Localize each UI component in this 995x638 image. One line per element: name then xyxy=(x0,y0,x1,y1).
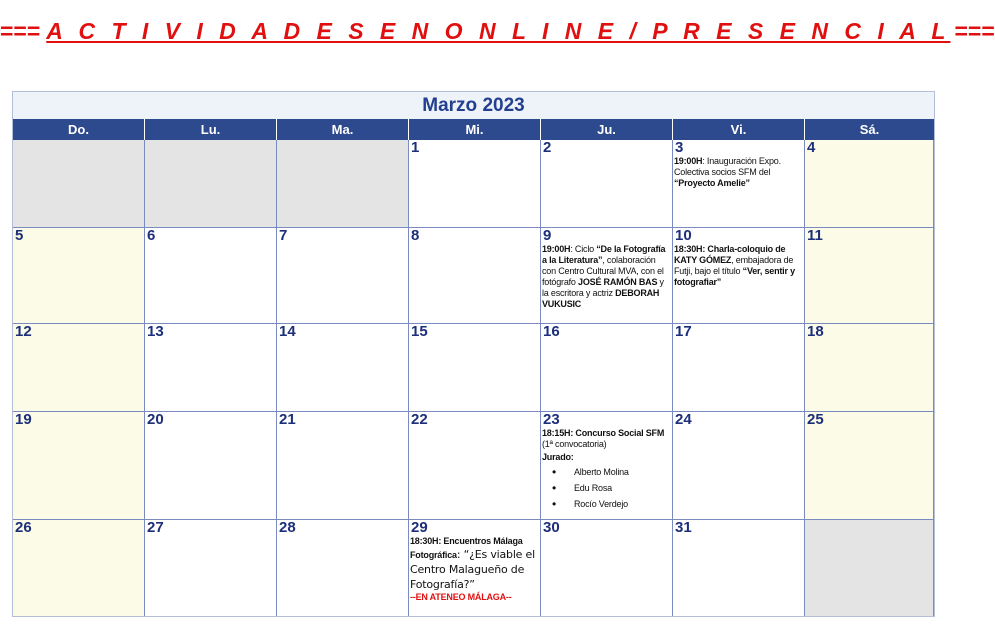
day-number: 4 xyxy=(807,139,816,156)
event-time: 18:30H xyxy=(674,244,703,254)
day-number: 6 xyxy=(147,227,156,244)
day-cell xyxy=(541,324,673,412)
day-number: 18 xyxy=(807,323,824,340)
day-cell xyxy=(673,412,805,520)
jury-member: • Alberto Molina xyxy=(574,464,670,480)
day-cell xyxy=(541,520,673,616)
day-number: 17 xyxy=(675,323,692,340)
title-suffix: === xyxy=(954,18,995,44)
event-text: : Inauguración Expo. Colectiva socios SFM del xyxy=(674,156,781,177)
day-number: 10 xyxy=(675,227,692,244)
day-number: 13 xyxy=(147,323,164,340)
day-cell xyxy=(145,520,277,616)
day-cell-empty xyxy=(277,140,409,228)
day-number: 31 xyxy=(675,519,692,536)
day-cell xyxy=(805,412,934,520)
month-label: Marzo 2023 xyxy=(422,95,525,116)
day-number: 21 xyxy=(279,411,296,428)
calendar xyxy=(12,91,935,617)
day-number: 12 xyxy=(15,323,32,340)
day-number: 7 xyxy=(279,227,288,244)
day-cell xyxy=(541,140,673,228)
event-time: 18:30H xyxy=(410,536,439,546)
weekday-fri: Vi. xyxy=(673,119,804,140)
event-text: , colaboración con Centro Cultural MVA, con el fotógrafo xyxy=(542,255,664,287)
day-number: 15 xyxy=(411,323,428,340)
title-prefix: === xyxy=(0,18,41,44)
day-cell xyxy=(277,412,409,520)
day-cell xyxy=(805,324,934,412)
weekday-sun: Do. xyxy=(13,119,144,140)
day-number: 9 xyxy=(543,227,552,244)
day-cell xyxy=(13,520,145,616)
page-title xyxy=(0,18,995,45)
day-cell xyxy=(13,228,145,324)
event-title: : Encuentros Málaga Fotográfica xyxy=(410,536,523,560)
day-cell-empty xyxy=(13,140,145,228)
day-cell xyxy=(805,140,934,228)
weekday-thu: Ju. xyxy=(541,119,672,140)
day-number: 23 xyxy=(543,411,560,428)
event-person: DEBORAH VUKUSIC xyxy=(542,288,660,309)
day-number: 14 xyxy=(279,323,296,340)
weekday-wed: Mi. xyxy=(409,119,540,140)
weekday-sat: Sá. xyxy=(805,119,934,140)
day-cell xyxy=(277,228,409,324)
day-cell xyxy=(673,324,805,412)
day-cell xyxy=(13,412,145,520)
event-text: (1ª convocatoria) xyxy=(542,439,607,449)
day-cell xyxy=(277,324,409,412)
month-header xyxy=(13,92,934,119)
day-number: 16 xyxy=(543,323,560,340)
day-number: 11 xyxy=(807,227,823,244)
day-cell xyxy=(409,520,541,616)
event-text: , embajadora de Futji, bajo el título xyxy=(674,255,794,276)
day-number: 1 xyxy=(411,139,420,156)
event-title: “Ver, sentir y fotografiar” xyxy=(674,266,795,287)
day-number: 25 xyxy=(807,411,824,428)
day-number: 22 xyxy=(411,411,428,428)
event-venue: --EN ATENEO MÁLAGA-- xyxy=(410,592,512,602)
day-cell xyxy=(805,228,934,324)
jury-list xyxy=(542,464,670,512)
day-number: 5 xyxy=(15,227,24,244)
jury-member: • Edu Rosa xyxy=(574,480,670,496)
day-number: 19 xyxy=(15,411,32,428)
day-cell xyxy=(409,228,541,324)
day-cell-empty xyxy=(145,140,277,228)
event-text: : Ciclo xyxy=(570,244,597,254)
jury-label: Jurado: xyxy=(542,452,574,462)
day-cell xyxy=(409,140,541,228)
event-description xyxy=(673,244,804,288)
event-description xyxy=(541,428,672,512)
event-description xyxy=(673,156,804,189)
day-number: 27 xyxy=(147,519,164,536)
day-number: 3 xyxy=(675,139,684,156)
day-cell xyxy=(673,140,805,228)
day-number: 24 xyxy=(675,411,692,428)
weekday-mon: Lu. xyxy=(145,119,276,140)
event-time: 19:00H xyxy=(542,244,571,254)
day-cell xyxy=(541,412,673,520)
day-number: 30 xyxy=(543,519,560,536)
day-number: 26 xyxy=(15,519,32,536)
day-cell xyxy=(145,228,277,324)
day-cell xyxy=(277,520,409,616)
event-time: 19:00H xyxy=(674,156,703,166)
day-cell-empty xyxy=(805,520,934,616)
day-cell xyxy=(673,520,805,616)
day-cell xyxy=(145,324,277,412)
jury-member: • Rocío Verdejo xyxy=(574,496,670,512)
day-cell xyxy=(541,228,673,324)
day-cell xyxy=(673,228,805,324)
day-cell xyxy=(13,324,145,412)
day-number: 28 xyxy=(279,519,296,536)
title-text: A C T I V I D A D E S E N O N L I N E / P R E S E N C I A L xyxy=(46,18,951,44)
event-time: 18:15H xyxy=(542,428,571,438)
event-description xyxy=(409,536,540,603)
day-cell xyxy=(409,324,541,412)
day-number: 20 xyxy=(147,411,164,428)
day-number: 8 xyxy=(411,227,420,244)
weekday-tue: Ma. xyxy=(277,119,408,140)
day-number: 2 xyxy=(543,139,552,156)
event-person: JOSÉ RAMÓN BAS xyxy=(578,277,658,287)
day-cell xyxy=(145,412,277,520)
day-cell xyxy=(409,412,541,520)
event-title: : Concurso Social SFM xyxy=(570,428,665,438)
event-title: “Proyecto Amelie” xyxy=(674,178,750,188)
event-title: : Charla-coloquio de KATY GÓMEZ xyxy=(674,244,786,265)
event-title: “De la Fotografía a la Literatura” xyxy=(542,244,666,265)
event-text: y la escritora y actriz xyxy=(542,277,664,298)
event-text: : “¿Es viable el Centro Malagueño de Fotografía?” xyxy=(410,548,535,591)
event-description xyxy=(541,244,672,310)
day-number: 29 xyxy=(411,519,428,536)
